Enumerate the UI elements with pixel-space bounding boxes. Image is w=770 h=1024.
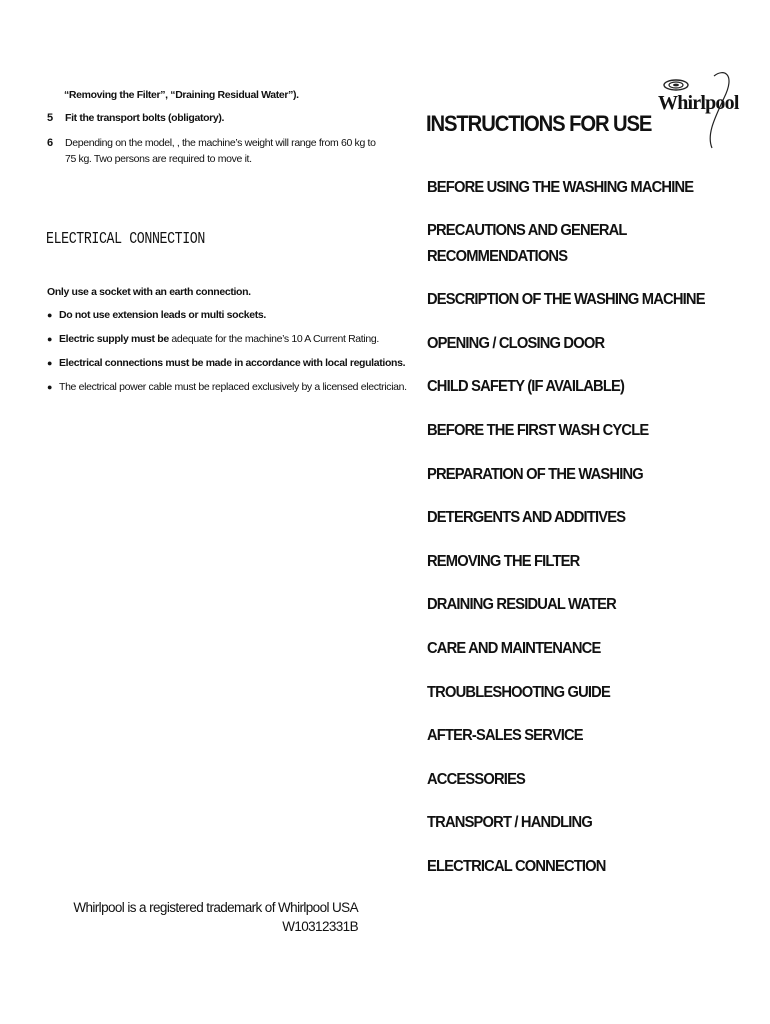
step-text: Fit the transport bolts (obligatory). — [65, 112, 225, 124]
step-text-line2: 75 kg. Two persons are required to move it. — [65, 153, 252, 165]
toc-item-recommendations[interactable]: RECOMMENDATIONS — [427, 248, 568, 265]
continued-text: “Removing the Filter”, “Draining Residual Water”). — [64, 89, 299, 101]
toc-item-detergents[interactable]: DETERGENTS AND ADDITIVES — [427, 509, 626, 526]
toc-item-opening-closing-door[interactable]: OPENING / CLOSING DOOR — [427, 335, 605, 352]
step-text-line1: Depending on the model, , the machine’s weight will range from 60 kg to — [65, 137, 376, 149]
toc-item-precautions[interactable]: PRECAUTIONS AND GENERAL — [427, 222, 627, 239]
step-5 — [47, 111, 224, 125]
step-6 — [47, 136, 376, 166]
list-item — [47, 308, 407, 332]
bullet-icon: ● — [47, 310, 53, 320]
toc-item-before-using[interactable]: BEFORE USING THE WASHING MACHINE — [427, 179, 694, 196]
toc-item-first-wash-cycle[interactable]: BEFORE THE FIRST WASH CYCLE — [427, 422, 649, 439]
whirlpool-logo-text: Whirlpool — [658, 92, 739, 114]
toc-item-removing-filter[interactable]: REMOVING THE FILTER — [427, 553, 580, 570]
page-title: INSTRUCTIONS FOR USE — [426, 111, 652, 136]
toc-item-after-sales[interactable]: AFTER-SALES SERVICE — [427, 727, 583, 744]
toc-item-preparation[interactable]: PREPARATION OF THE WASHING — [427, 466, 643, 483]
bullet-icon: ● — [47, 358, 53, 368]
toc-item-care-maintenance[interactable]: CARE AND MAINTENANCE — [427, 640, 601, 657]
step-number: 5 — [47, 112, 53, 124]
bullet-bold: Electric supply must be — [59, 333, 169, 345]
bullet-icon: ● — [47, 382, 53, 392]
document-code: W10312331B — [282, 919, 358, 934]
toc-item-electrical-connection[interactable]: ELECTRICAL CONNECTION — [427, 858, 606, 875]
bullet-bold: Electrical connections must be made in accordance with local regulations. — [59, 357, 406, 369]
trademark-notice: Whirlpool is a registered trademark of Whirlpool USA — [73, 900, 358, 915]
toc-item-child-safety[interactable]: CHILD SAFETY (IF AVAILABLE) — [427, 378, 625, 395]
toc-item-accessories[interactable]: ACCESSORIES — [427, 771, 526, 788]
electrical-bullets — [47, 308, 407, 404]
electrical-connection-heading: ELECTRICAL CONNECTION — [46, 230, 205, 249]
list-item — [47, 380, 407, 404]
toc-item-transport-handling[interactable]: TRANSPORT / HANDLING — [427, 814, 592, 831]
toc-item-draining-water[interactable]: DRAINING RESIDUAL WATER — [427, 596, 616, 613]
bullet-normal: adequate for the machine’s 10 A Current Rating. — [168, 333, 379, 345]
list-item — [47, 332, 407, 356]
toc-item-description[interactable]: DESCRIPTION OF THE WASHING MACHINE — [427, 291, 705, 308]
bullet-bold: Do not use extension leads or multi sockets. — [59, 309, 266, 321]
bullet-icon: ● — [47, 334, 53, 344]
whirlpool-logo — [654, 68, 750, 152]
toc-item-troubleshooting[interactable]: TROUBLESHOOTING GUIDE — [427, 684, 610, 701]
earth-connection-intro: Only use a socket with an earth connection. — [47, 286, 251, 298]
list-item — [47, 356, 407, 380]
bullet-normal: The electrical power cable must be replaced exclusively by a licensed electrician. — [59, 381, 407, 393]
step-number: 6 — [47, 137, 53, 149]
table-of-contents — [427, 175, 767, 895]
